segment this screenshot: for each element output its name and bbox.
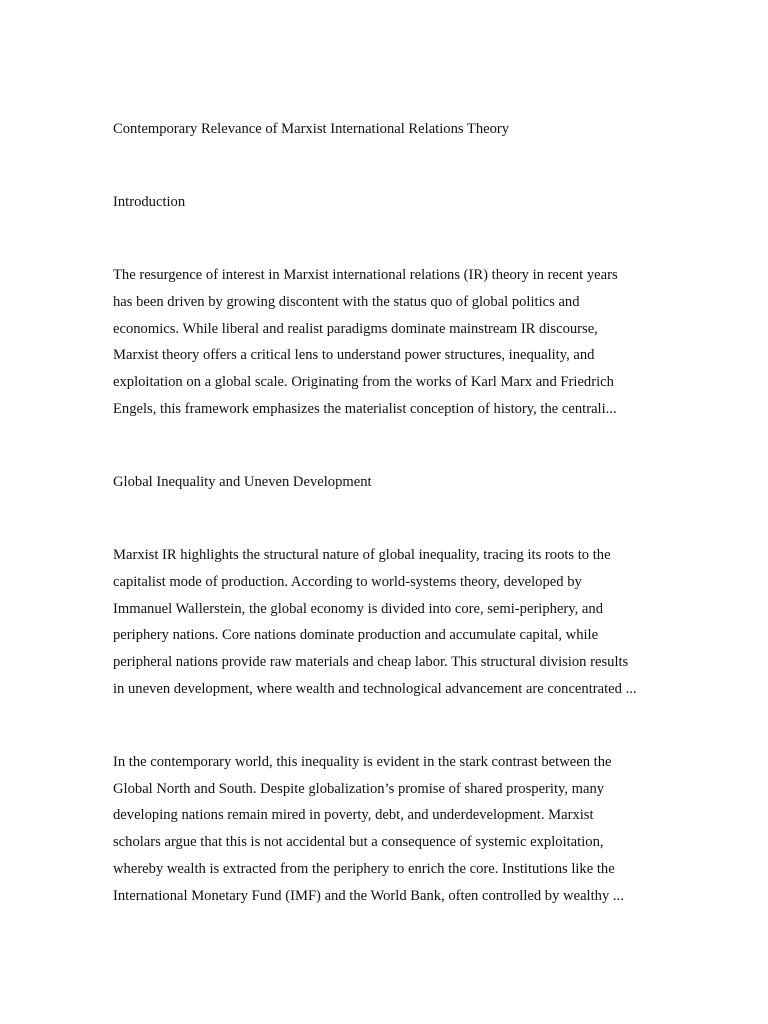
paragraph-line: periphery nations. Core nations dominate production and accumulate capital, while xyxy=(113,627,599,643)
paragraph-line: economics. While liberal and realist paradigms dominate mainstream IR discourse, xyxy=(113,321,598,337)
section-heading-global-inequality: Global Inequality and Uneven Development xyxy=(113,474,372,490)
paragraph-line: peripheral nations provide raw materials and cheap labor. This structural division results xyxy=(113,654,629,670)
paragraph-line: Marxist IR highlights the structural nature of global inequality, tracing its roots to the xyxy=(113,547,611,563)
paragraph-line: The resurgence of interest in Marxist international relations (IR) theory in recent years xyxy=(113,267,618,283)
paragraph-line: has been driven by growing discontent with the status quo of global politics and xyxy=(113,294,580,310)
paragraph-line: in uneven development, where wealth and technological advancement are concentrated ... xyxy=(113,681,637,697)
paragraph-line: Global North and South. Despite globalization’s promise of shared prosperity, many xyxy=(113,781,605,797)
paragraph-line: capitalist mode of production. According to world-systems theory, developed by xyxy=(113,574,582,590)
paragraph-line: whereby wealth is extracted from the periphery to enrich the core. Institutions like the xyxy=(113,861,615,877)
paragraph-line: exploitation on a global scale. Originating from the works of Karl Marx and Friedrich xyxy=(113,374,614,390)
paragraph-line: Engels, this framework emphasizes the materialist conception of history, the centrali... xyxy=(113,401,617,417)
paragraph-line: developing nations remain mired in poverty, debt, and underdevelopment. Marxist xyxy=(113,807,594,823)
paragraph-line: In the contemporary world, this inequality is evident in the stark contrast between the xyxy=(113,754,612,770)
paragraph-line: Immanuel Wallerstein, the global economy is divided into core, semi-periphery, and xyxy=(113,601,604,617)
paragraph-line: Marxist theory offers a critical lens to understand power structures, inequality, and xyxy=(113,347,595,363)
paragraph-line: scholars argue that this is not accidental but a consequence of systemic exploitation, xyxy=(113,834,604,850)
paragraph-line: International Monetary Fund (IMF) and the World Bank, often controlled by wealthy ... xyxy=(113,888,624,904)
section-heading-introduction: Introduction xyxy=(113,194,186,210)
document-title: Contemporary Relevance of Marxist International Relations Theory xyxy=(113,121,510,137)
